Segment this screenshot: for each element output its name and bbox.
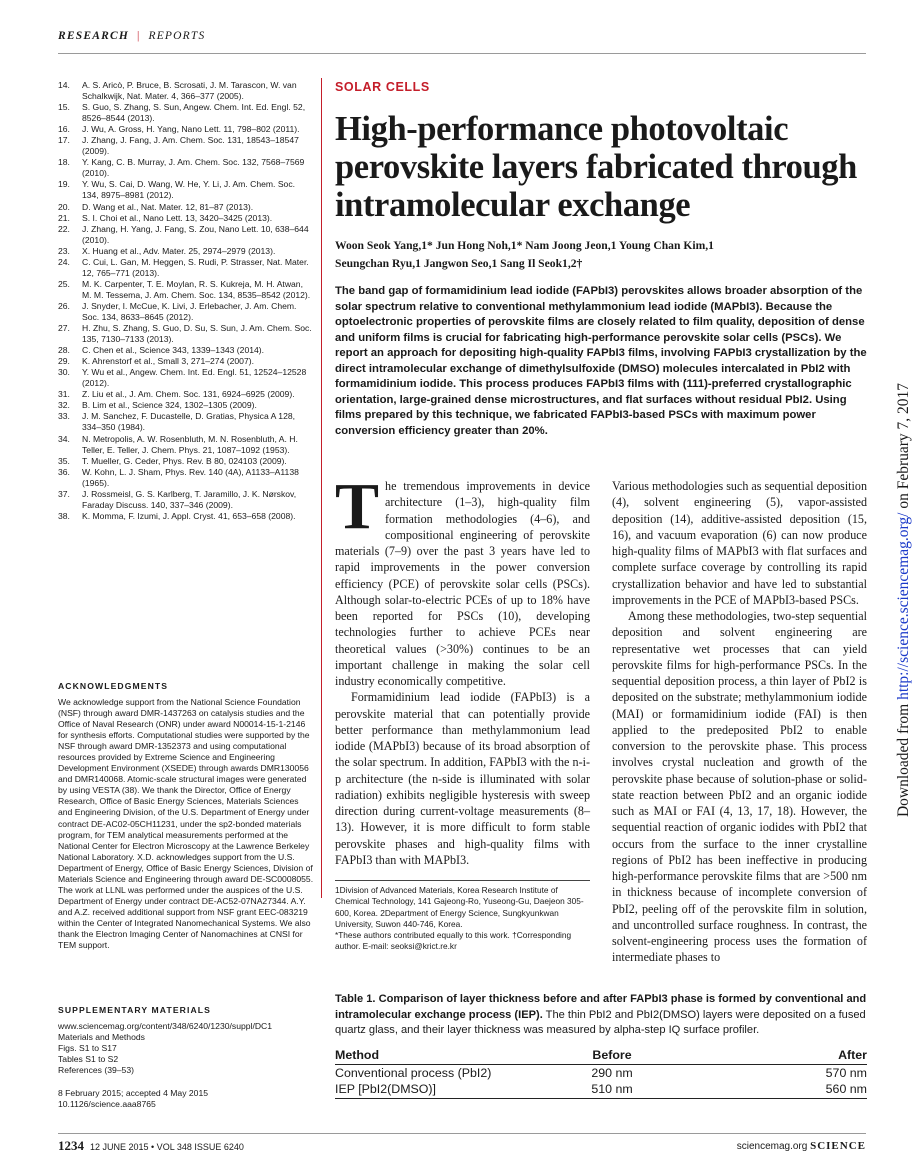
reference-number: 23. — [58, 245, 70, 256]
abstract: The band gap of formamidinium lead iodide (FAPbI3) perovskites allows broader absorption of the solar spectrum relative to conventional methylammonium lead iodide (MAPbI3). Because the optoelectronic properties of perovskite films are closely related to film quality, deposition of dense and uniform films is crucial for fabricating high-performance perovskite solar cells (PSCs). We report an approach for depositing high-quality FAPbI3 films, involving FAPbI3 crystallization by the direct intramolecular exchange of dimethylsulfoxide (DMSO) molecules intercalated in PbI2 with formamidinium iodide. This process produces FAPbI3 films with (111)-preferred crystallographic orientation, large-grained dense microstructures, and flat surfaces without residual PbI2. Using films prepared by this technique, we fabricated FAPbI3-based PSCs with maximum power conversion efficiency greater than 20%. — [335, 285, 867, 437]
article-kicker: SOLAR CELLS — [335, 80, 430, 94]
table-cell: 290 nm — [591, 1066, 633, 1080]
reference-text: Y. Wu, S. Cai, D. Wang, W. He, Y. Li, J. Am. Chem. Soc. 134, 8975–8981 (2012). — [82, 179, 296, 201]
table-row — [335, 1081, 867, 1099]
reference-item — [58, 279, 314, 301]
authors-line: Seungchan Ryu,1 Jangwon Seo,1 Sang Il Seok1,2† — [335, 257, 583, 270]
table-cell: 560 nm — [717, 1081, 867, 1099]
reference-list — [58, 80, 314, 522]
reference-number: 37. — [58, 488, 70, 499]
reference-number: 35. — [58, 455, 70, 466]
affiliations: 1Division of Advanced Materials, Korea Research Institute of Chemical Technology, 141 Gajeong-Ro, Yuseong-Gu, Daejeon 305-600, Korea. 2Department of Energy Science, Sungkyunkwan University, Suwon 440-746, Korea. — [335, 885, 584, 929]
reference-item — [58, 246, 314, 257]
reference-number: 31. — [58, 389, 70, 400]
reference-text: M. K. Carpenter, T. E. Moylan, R. S. Kukreja, M. H. Atwan, M. M. Tessema, J. Am. Chem. Soc. 134, 8535–8542 (2012). — [82, 278, 311, 300]
table-cell: Conventional process (PbI2) — [335, 1066, 492, 1080]
reference-item — [58, 301, 314, 323]
reference-text: J. Zhang, J. Fang, J. Am. Chem. Soc. 131, 18543–18547 (2009). — [82, 135, 299, 157]
table-cell: 510 nm — [507, 1081, 717, 1099]
reference-item — [58, 80, 314, 102]
reference-item — [58, 179, 314, 201]
reference-text: J. M. Sanchez, F. Ducastelle, D. Gratias, Physica A 128, 334–350 (1984). — [82, 411, 296, 433]
reference-item — [58, 511, 314, 522]
reference-item — [58, 467, 314, 489]
reference-text: C. Cui, L. Gan, M. Heggen, S. Rudi, P. Strasser, Nat. Mater. 12, 765–771 (2013). — [82, 256, 309, 278]
reference-item — [58, 345, 314, 356]
correspondence: *These authors contributed equally to this work. †Corresponding author. E-mail: seoksi@krict.re.kr — [335, 930, 572, 952]
thickness-table — [335, 1048, 867, 1099]
reference-text: D. Wang et al., Nat. Mater. 12, 81–87 (2013). — [82, 201, 254, 212]
reference-number: 29. — [58, 356, 70, 367]
reference-text: J. Snyder, I. McCue, K. Livi, J. Erlebacher, J. Am. Chem. Soc. 134, 8633–8645 (2012). — [82, 300, 297, 322]
reference-number: 26. — [58, 300, 70, 311]
reference-item — [58, 400, 314, 411]
reference-number: 30. — [58, 367, 70, 378]
page-number: 1234 — [58, 1138, 84, 1153]
doi: 10.1126/science.aaa8765 — [58, 1099, 156, 1110]
reference-text: J. Rossmeisl, G. S. Karlberg, T. Jaramillo, J. K. Nørskov, Faraday Discuss. 140, 337–346 (2009). — [82, 488, 297, 510]
reference-number: 25. — [58, 278, 70, 289]
supplementary-link[interactable]: www.sciencemag.org/content/348/6240/1230/suppl/DC1 — [58, 1021, 273, 1031]
column-header: After — [717, 1048, 867, 1065]
section-label: RESEARCH — [58, 30, 129, 42]
reference-number: 16. — [58, 124, 70, 135]
table-caption-title: Table 1. Comparison of layer thickness before and after FAPbI3 phase is formed by conventional and intramolecular exchange process (IEP). — [335, 993, 867, 1021]
body-column-left — [335, 470, 590, 868]
journal-name: SCIENCE — [810, 1140, 866, 1152]
supplementary-heading: SUPPLEMENTARY MATERIALS — [58, 1005, 211, 1015]
reference-number: 19. — [58, 179, 70, 190]
reference-number: 21. — [58, 212, 70, 223]
reference-item — [58, 157, 314, 179]
reference-number: 32. — [58, 400, 70, 411]
reference-item — [58, 102, 314, 124]
header-separator: | — [136, 30, 141, 42]
reference-item — [58, 257, 314, 279]
reference-text: Y. Kang, C. B. Murray, J. Am. Chem. Soc. 132, 7568–7569 (2010). — [82, 157, 305, 179]
reference-item — [58, 367, 314, 389]
reference-text: B. Lim et al., Science 324, 1302–1305 (2009). — [82, 400, 257, 411]
supplementary-item: Tables S1 to S2 — [58, 1054, 119, 1065]
supplementary-item: Figs. S1 to S17 — [58, 1043, 117, 1054]
reference-number: 27. — [58, 323, 70, 334]
reference-number: 34. — [58, 433, 70, 444]
reference-item — [58, 202, 314, 213]
paragraph: Among these methodologies, two-step sequential deposition and solvent engineering are representative wet processes that can yield perovskite films for high-performance PSCs. In the sequential deposition process, a thin layer of PbI2 is deposited on the substrate; methylammonium iodide (MAI) or formamidinium iodide (FAI) is then applied to the predeposited PbI2 to enable conversion to the perovskite phase. This process involves crystal nucleation and growth of the perovskite phase because of solution-phase or solid-state reaction between PbI2 and an organic iodide such as MAI or FAI (4, 13, 17, 18). However, the sequential reaction of organic iodides with PbI2 that occurs from the surface to the inner crystalline regions of PbI2 has been ineffective in producing high-performance perovskite films that are >500 nm in thickness because of incomplete conversion of PbI2, peeling off of the perovskite film in solution, and uncontrolled surface roughness. In contrast, the solvent-engineering process uses the formation of intermediate phases to — [612, 609, 867, 965]
author-list — [335, 237, 865, 273]
reference-text: K. Momma, F. Izumi, J. Appl. Cryst. 41, 653–658 (2008). — [82, 510, 296, 521]
column-header: Before — [507, 1048, 717, 1065]
body-column-right — [612, 478, 867, 966]
reference-number: 15. — [58, 102, 70, 113]
acknowledgments-heading: ACKNOWLEDGMENTS — [58, 681, 169, 691]
reference-text: K. Ahrenstorf et al., Small 3, 271–274 (2007). — [82, 356, 254, 367]
issue-info: 12 JUNE 2015 • VOL 348 ISSUE 6240 — [90, 1142, 244, 1152]
watermark-prefix: Downloaded from — [895, 703, 912, 818]
reference-text: J. Wu, A. Gross, H. Yang, Nano Lett. 11, 798–802 (2011). — [82, 124, 300, 135]
subsection-label: REPORTS — [148, 30, 206, 42]
watermark-link[interactable]: http://science.sciencemag.org/ — [895, 512, 912, 700]
reference-text: C. Chen et al., Science 343, 1339–1343 (2014). — [82, 345, 265, 356]
table-header-row — [335, 1048, 867, 1065]
header-rule — [58, 53, 866, 54]
reference-number: 36. — [58, 466, 70, 477]
reference-item — [58, 356, 314, 367]
reference-item — [58, 135, 314, 157]
reference-item — [58, 456, 314, 467]
reference-text: S. I. Choi et al., Nano Lett. 13, 3420–3425 (2013). — [82, 212, 273, 223]
reference-text: X. Huang et al., Adv. Mater. 25, 2974–2979 (2013). — [82, 245, 276, 256]
table-cell: 570 nm — [825, 1066, 867, 1080]
footer-left — [58, 1138, 244, 1154]
reference-item — [58, 323, 314, 345]
reference-number: 18. — [58, 157, 70, 168]
reference-item — [58, 389, 314, 400]
reference-text: H. Zhu, S. Zhang, S. Guo, D. Su, S. Sun, J. Am. Chem. Soc. 135, 7130–7133 (2013). — [82, 323, 312, 345]
authors-line: Woon Seok Yang,1* Jun Hong Noh,1* Nam Joong Jeon,1 Young Chan Kim,1 — [335, 239, 714, 252]
reference-text: Z. Liu et al., J. Am. Chem. Soc. 131, 6924–6925 (2009). — [82, 389, 295, 400]
watermark-suffix: on February 7, 2017 — [895, 382, 912, 509]
reference-item — [58, 124, 314, 135]
running-header — [58, 30, 866, 50]
reference-text: S. Guo, S. Zhang, S. Sun, Angew. Chem. Int. Ed. Engl. 52, 8526–8544 (2013). — [82, 102, 306, 124]
paragraph-text: he tremendous improvements in device architecture (1–3), high-quality film formation methodologies (4–6), and compositional engineering of perovskite materials (7–9) over the past 3 years have led to rapid improvements in the power conversion efficiency (PCE) of perovskite solar cells (PSCs). Although solar-to-electric PCEs of up to 18% have been reported for PSCs (10), developing technologies further to achieve PCEs near theoretical values (>30%) continues to be an important challenge in making the solar cell industry economically competitive. — [335, 479, 590, 688]
drop-cap: T — [335, 470, 380, 543]
paragraph — [335, 470, 590, 689]
reference-item — [58, 434, 314, 456]
reference-number: 24. — [58, 256, 70, 267]
reference-number: 20. — [58, 201, 70, 212]
paragraph: Formamidinium lead iodide (FAPbI3) is a perovskite material that can potentially provide better performance than methylammonium lead iodide (MAPbI3) because of its broad absorption of the solar spectrum. In addition, FAPbI3 with the n-i-p architecture (the n-side is illuminated with solar radiation) exhibits negligible hysteresis with sweep direction during current-voltage measurements (8–13). However, it is more difficult to form stable perovskite phases and high-quality films with FAPbI3 than with MAPbI3. — [335, 690, 590, 867]
paragraph: Various methodologies such as sequential deposition (4), solvent engineering (5), vapor-assisted deposition (14), additive-assisted deposition (15, 16), and vacuum evaporation (6) can now produce high-quality films of MAPbI3 with flat surfaces and complete surface coverage by controlling its rapid crystallization behavior and have led to substantial improvements in the PCE of MAPbI3-based PSCs. — [612, 479, 867, 607]
received-accepted-date: 8 February 2015; accepted 4 May 2015 — [58, 1088, 209, 1098]
reference-item — [58, 411, 314, 433]
affiliation-footnotes — [335, 885, 593, 953]
table-caption — [335, 992, 869, 1039]
table-caption-text: The thin PbI2 and PbI2(DMSO) layers were deposited on a fused quartz glass, and their layer thickness was measured by alpha-step IQ surface profiler. — [335, 1008, 866, 1036]
supplementary-item: Materials and Methods — [58, 1032, 145, 1043]
reference-text: N. Metropolis, A. W. Rosenbluth, M. N. Rosenbluth, A. H. Teller, E. Teller, J. Chem. Phys. 21, 1087–1092 (1953). — [82, 433, 298, 455]
reference-text: J. Zhang, H. Yang, J. Fang, S. Zou, Nano Lett. 10, 638–644 (2010). — [82, 223, 309, 245]
article-title: High-performance photovoltaic perovskite layers fabricated through intramolecular exchange — [335, 110, 857, 224]
footer-rule — [58, 1133, 866, 1134]
reference-text: T. Mueller, G. Ceder, Phys. Rev. B 80, 024103 (2009). — [82, 455, 287, 466]
reference-text: W. Kohn, L. J. Sham, Phys. Rev. 140 (4A), A1133–A1138 (1965). — [82, 466, 299, 488]
column-divider — [321, 78, 322, 898]
reference-item — [58, 224, 314, 246]
site-link[interactable]: sciencemag.org — [736, 1141, 808, 1152]
reference-item — [58, 213, 314, 224]
footer-right — [737, 1140, 866, 1152]
reference-item — [58, 489, 314, 511]
table-row — [335, 1065, 867, 1082]
reference-number: 33. — [58, 411, 70, 422]
acknowledgments-text: We acknowledge support from the National Science Foundation (NSF) through award DMR-1437263 on catalysis studies and the Office of Naval Research (ONR) under award N00014-15-1-2146 for synthesis efforts. Computational studies were supported by the NSF through award DMR-1352373 and using computational resources provided by Extreme Science and Engineering Development Environment (XSEDE) through awards DMR130056 and DMR140068. Atomic-scale structural images were generated by using VESTA (38). We thank the Director, Office of Energy Research, Office of Basic Energy Sciences, Materials Sciences and Engineering Division, of the U.S. Department of Energy under contract DE-AC02-05CH11231, under the sp2-bonded materials program, for TEM analytical measurements performed at the National Center for Electron Microscopy at the Lawrence Berkeley National Laboratory. X.D. acknowledges support from the U.S. Department of Energy, Office of Basic Energy Sciences, Division of Materials Science and Engineering through award DE-SC0008055. The work at LLNL was performed under the auspices of the U.S. Department of Energy under contract DE-AC52-07NA27344. A.Y. and A.Z. received additional support from NSF grant EEC-083219 within the Center of Integrated Nanomechanical Systems. We also thank the Electron Imaging Center of Nanomachines at CNSI for TEM support. — [58, 697, 314, 951]
table-cell: IEP [PbI2(DMSO)] — [335, 1081, 507, 1099]
supplementary-list — [58, 1021, 314, 1076]
supplementary-item: References (39–53) — [58, 1065, 134, 1076]
reference-text: A. S. Aricò, P. Bruce, B. Scrosati, J. M. Tarascon, W. van Schalkwijk, Nat. Mater. 4, 366–377 (2005). — [82, 80, 297, 102]
reference-number: 17. — [58, 135, 70, 146]
footnote-rule — [335, 880, 590, 881]
reference-text: Y. Wu et al., Angew. Chem. Int. Ed. Engl. 51, 12524–12528 (2012). — [82, 367, 307, 389]
column-header: Method — [335, 1048, 507, 1065]
reference-number: 14. — [58, 80, 70, 90]
reference-number: 28. — [58, 345, 70, 356]
reference-number: 38. — [58, 510, 70, 521]
reference-number: 22. — [58, 223, 70, 234]
article-dates — [58, 1088, 314, 1110]
